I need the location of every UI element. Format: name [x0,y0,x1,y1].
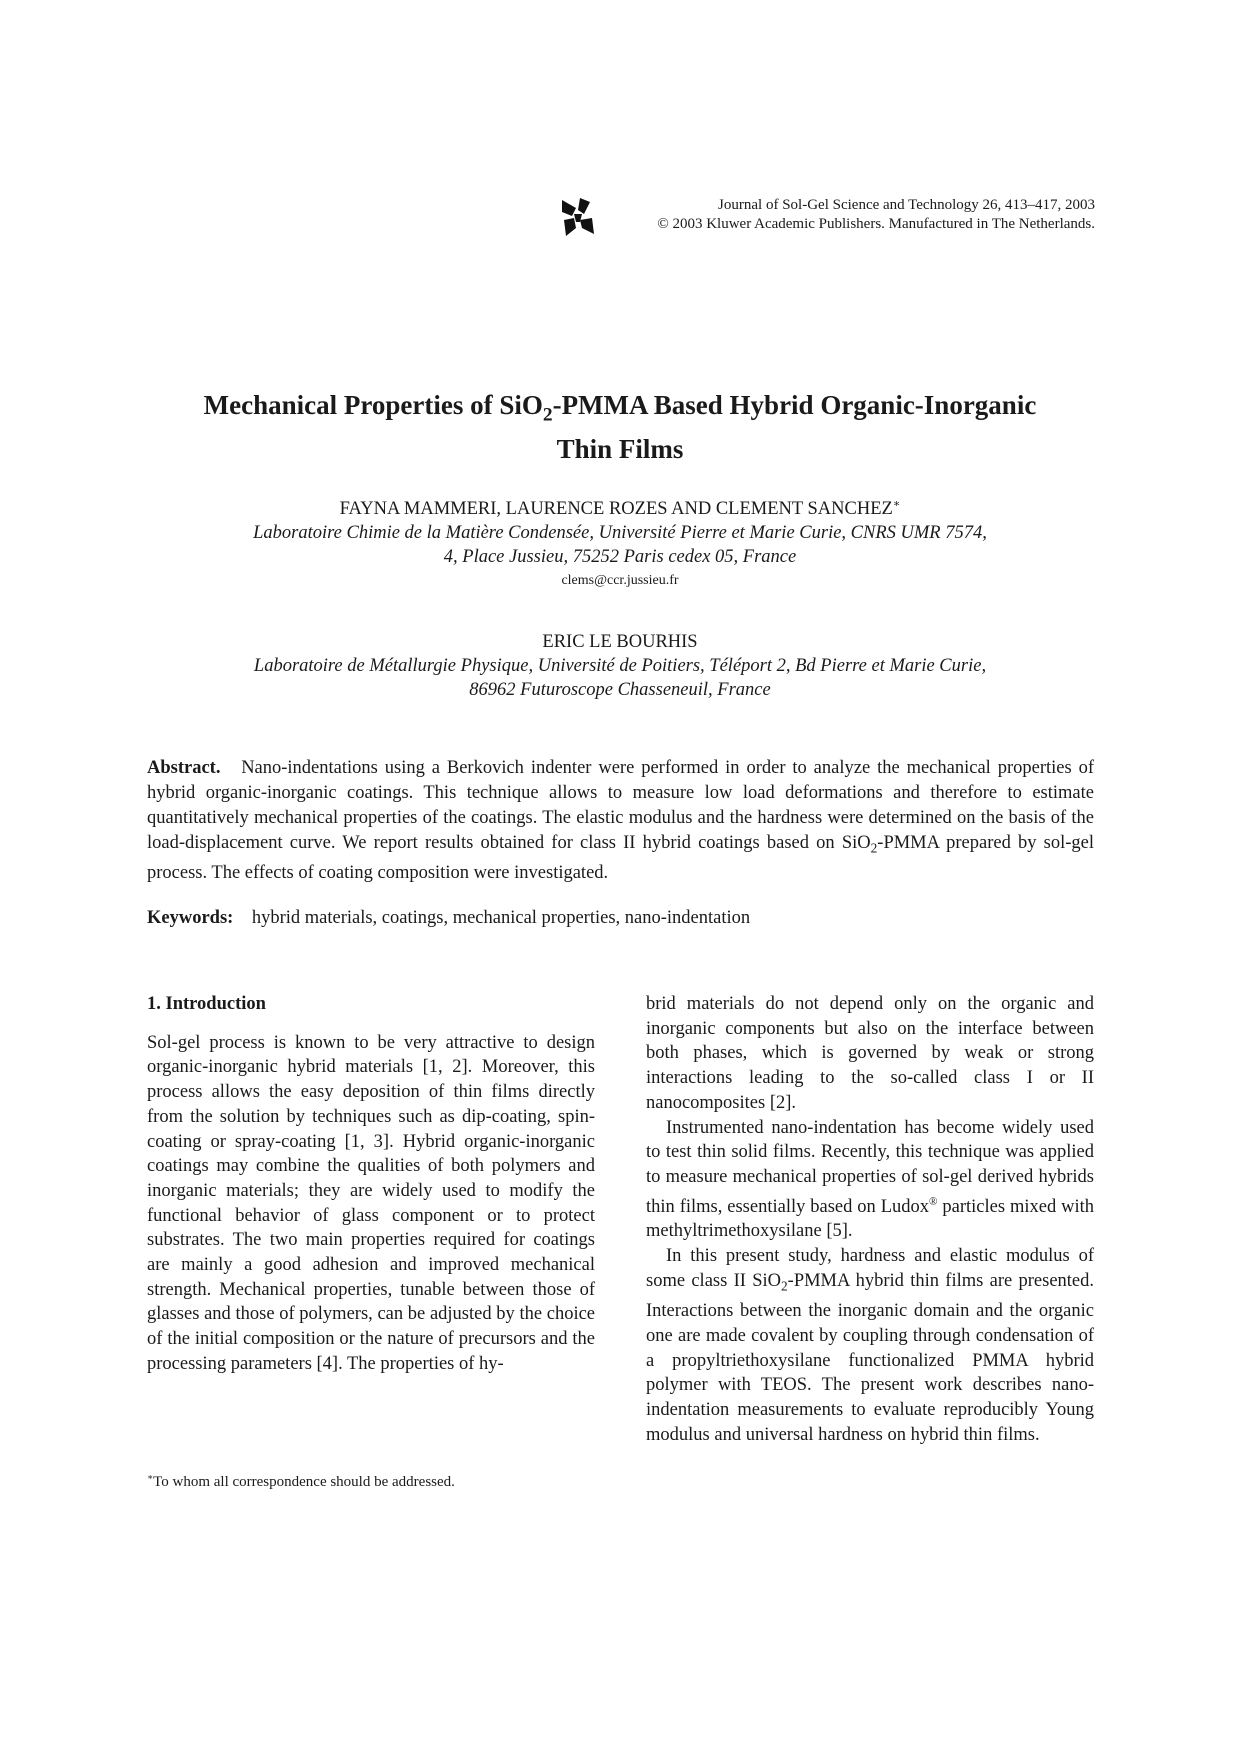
paragraph: Sol-gel process is known to be very attractive to design organic-inorganic hybrid materials [1, 2]. Moreover, this process allows the easy deposition of thin films directly from the solution by techniques such as dip-coating, spin-coating or spray-coating [1, 3]. Hybrid organic-inorganic coatings may combine the qualities of both polymers and inorganic materials; they are widely used to modify the functional behavior of glass component or to protect substrates. The two main properties required for coatings are mainly a good adhesion and improved mechanical strength. Mechanical properties, tunable between those of glasses and those of polymers, can be adjusted by the choice of the initial composition or the nature of precursors and the processing parameters [4]. The properties of hy- [147,1032,595,1374]
right-column [646,992,1094,1448]
abstract-label: Abstract. [147,758,221,778]
author-email[interactable]: clems@ccr.jussieu.fr [561,573,679,589]
abstract: Abstract. Nano-indentations using a Berkovich indenter were performed in order to analyze the mechanical properties of hybrid organic-inorganic coatings. This technique allows to measure low load deformations and therefore to estimate quantitatively mechanical properties of the coatings. The elastic modulus and the hardness were determined on the basis of the load-displacement curve. We report results obtained for class II hybrid coatings based on SiO$_2$-PMMA prepared by sol-gel process. The effects of coating composition were investigated. [147,758,1094,883]
keywords-label: Keywords: [147,908,234,928]
author-names: FAYNA MAMMERI, LAURENCE ROZES AND CLEMENT SANCHEZ∗ [339,498,901,520]
paper-title [120,388,1120,466]
footnote: ∗To whom all correspondence should be addressed. [147,1472,455,1490]
journal-header [560,196,1095,240]
paragraph: Instrumented nano-indentation has become widely used to test thin solid films. Recently, this technique was applied to measure mechanical properties of sol-gel derived hybrids thin films, essentially based on Ludox® particles mixed with methyltrimethoxysilane [5]. [646,1117,1095,1242]
keywords-text: hybrid materials, coatings, mechanical properties, nano-indentation [251,908,751,928]
author-names: ERIC LE BOURHIS [542,632,698,652]
title-line-2: Thin Films [556,434,684,465]
abstract-text: Nano-indentations using a Berkovich indenter were performed in order to analyze the mechanical properties of hybrid organic-inorganic coatings. This technique allows to measure low load deformations and therefore to estimate quantitatively mechanical properties of the coatings. The elastic modulus and the hardness were determined on the basis of the load-displacement curve. We report results obtained for class II hybrid coatings based on SiO [147,758,1094,853]
journal-citation: Journal of Sol-Gel Science and Technology 26, 413–417, 2003 [718,197,1095,213]
author-block-2 [120,630,1120,702]
paragraph: In this present study, hardness and elastic modulus of some class II SiO$_2$-PMMA hybrid thin films are presented. Interactions between the inorganic domain and the organic one are made covalent by coupling through condensation of a propyltriethoxysilane functionalized PMMA hybrid polymer with TEOS. The present work describes nano-indentation measurements to evaluate reproducibly Young modulus and universal hardness on hybrid thin films. [646,1246,1095,1445]
keywords [147,908,1094,929]
left-column [147,992,595,1377]
affiliation-line: 86962 Futuroscope Chasseneuil, France [469,680,771,700]
kluwer-logo [560,196,596,240]
title-line-1: Mechanical Properties of SiO$_2$-PMMA Based Hybrid Organic-Inorganic [203,390,1037,426]
header-text [657,196,1095,234]
author-block-1 [120,492,1120,593]
copyright-line: © 2003 Kluwer Academic Publishers. Manufactured in The Netherlands. [657,216,1095,232]
section-heading: 1. Introduction [147,994,266,1014]
affiliation-line: Laboratoire Chimie de la Matière Condensée, Université Pierre et Marie Curie, CNRS UMR 7574, [253,523,987,544]
affiliation-line: 4, Place Jussieu, 75252 Paris cedex 05, France [443,547,797,568]
paragraph: brid materials do not depend only on the organic and inorganic components but also on the interface between both phases, which is governed by weak or strong interactions leading to the so-called class I or II nanocomposites [2]. [646,994,1094,1113]
affiliation-line: Laboratoire de Métallurgie Physique, Université de Poitiers, Téléport 2, Bd Pierre et Marie Curie, [253,656,987,676]
